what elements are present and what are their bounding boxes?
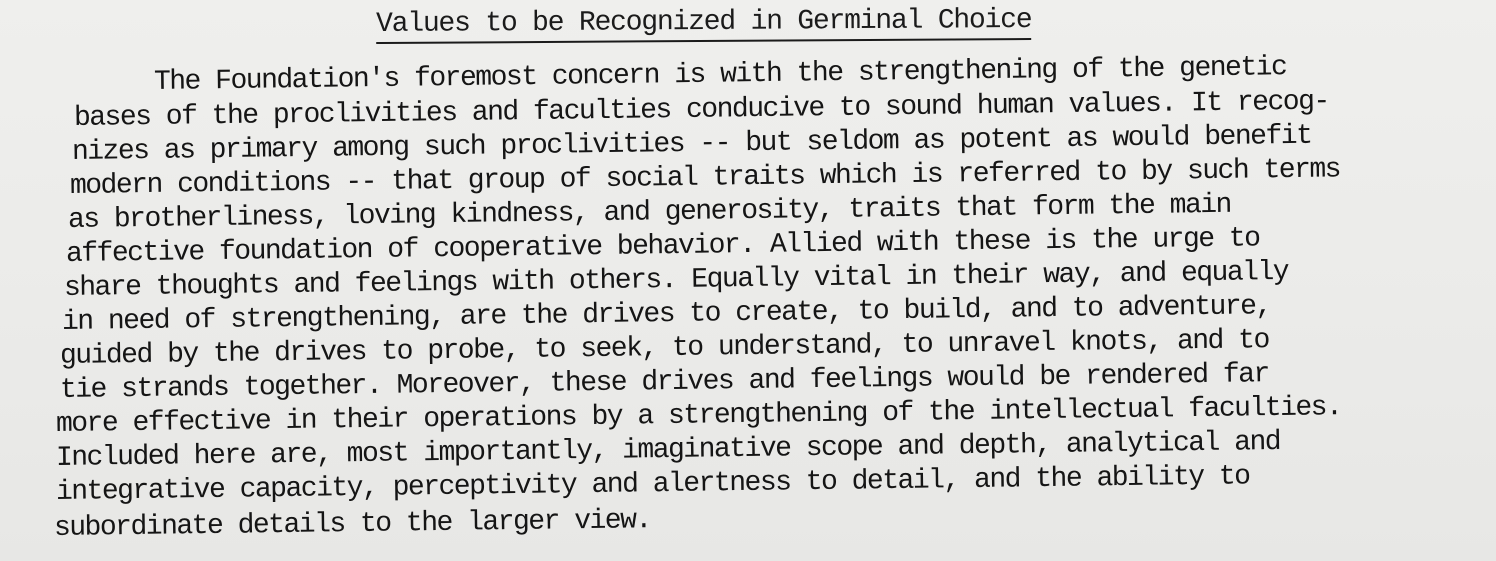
paragraph-line-5: as brotherliness, loving kindness, and generosity, traits that form the main bbox=[67, 189, 1232, 236]
paragraph-line-10: tie strands together. Moreover, these drives and feelings would be rendered far bbox=[59, 359, 1270, 406]
paragraph-line-7: share thoughts and feelings with others. Equally vital in their way, and equally bbox=[63, 256, 1289, 304]
paragraph-line-13: integrative capacity, perceptivity and alertness to detail, and the ability to bbox=[55, 461, 1250, 508]
paragraph-line-4: modern conditions -- that group of social traits which is referred to by such terms bbox=[69, 154, 1341, 202]
paragraph-line-11: more effective in their operations by a strengthening of the intellectual faculties. bbox=[55, 392, 1342, 440]
paragraph-line-1: The Foundation's foremost concern is with the strengthening of the genetic bbox=[153, 52, 1287, 98]
paragraph-line-12: Included here are, most importantly, imaginative scope and depth, analytical and bbox=[55, 426, 1281, 474]
document-title: Values to be Recognized in Germinal Choice bbox=[376, 4, 1032, 44]
paragraph-line-9: guided by the drives to probe, to seek, to understand, to unravel knots, and to bbox=[59, 325, 1270, 372]
paragraph-line-6: affective foundation of cooperative behavior. Allied with these is the urge to bbox=[65, 223, 1260, 270]
paragraph-line-3: nizes as primary among such proclivities -- but seldom as potent as would benefit bbox=[71, 120, 1312, 168]
paragraph-line-8: in need of strengthening, are the drives to create, to build, and to adventure, bbox=[61, 291, 1272, 338]
paragraph-line-2: bases of the proclivities and faculties conducive to sound human values. It recog- bbox=[73, 86, 1329, 134]
paragraph-line-14: subordinate details to the larger view. bbox=[53, 505, 651, 544]
